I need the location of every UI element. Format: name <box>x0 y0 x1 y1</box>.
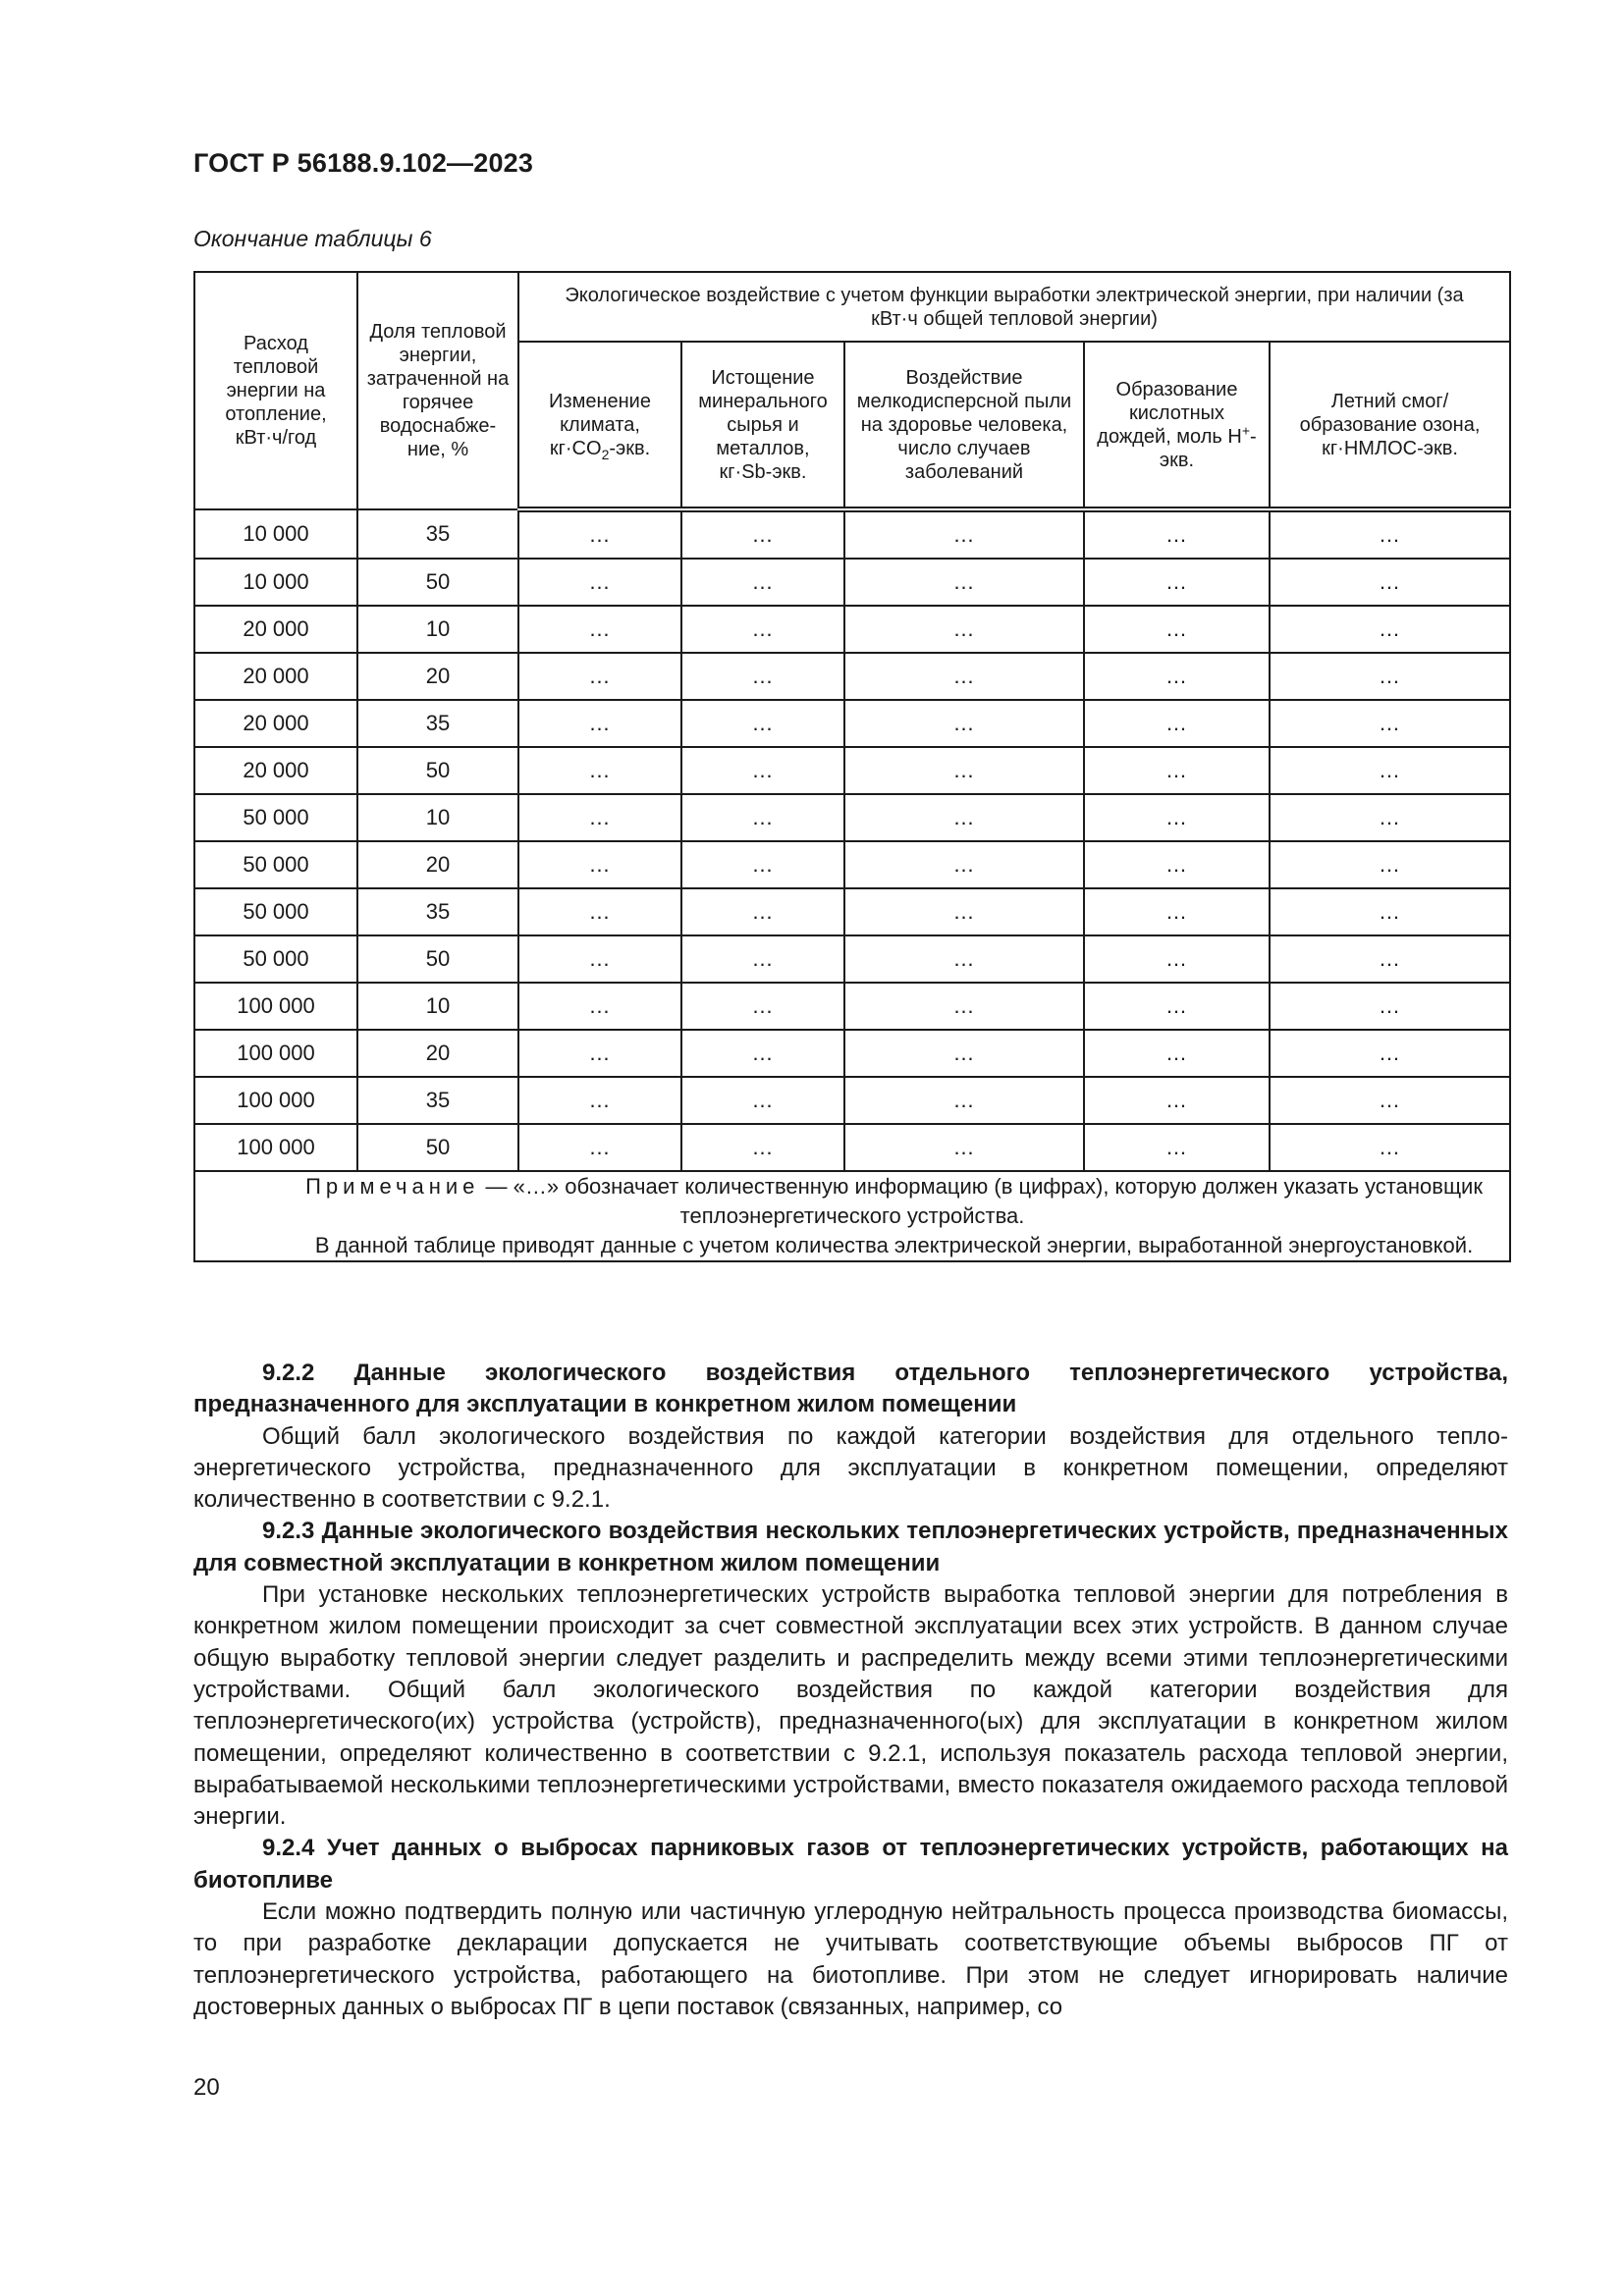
cell-smog: … <box>1270 1030 1510 1077</box>
table-row <box>194 653 1510 700</box>
cell-share: 10 <box>357 606 518 653</box>
cell-climate: … <box>518 1030 681 1077</box>
cell-climate: … <box>518 1124 681 1171</box>
col-header-particulate-matter: Воздействие мелкодисперсной пыли на здоровье человека, число случаев заболеваний <box>844 342 1084 509</box>
table-row <box>194 606 1510 653</box>
cell-acid: … <box>1084 509 1270 559</box>
note-text-2: В данной таблице приводят данные с учетом количества электрической энергии, выработанной энергоустановкой. <box>314 1233 1474 1257</box>
cell-share: 50 <box>357 1124 518 1171</box>
cell-heat: 20 000 <box>194 747 357 794</box>
cell-smog: … <box>1270 509 1510 559</box>
section-paragraph-9-2-2: Общий балл экологического воздействия по каждой категории воздействия для отдельного теплоэнергетического устройства, предназначенного для эксплуатации в конкретном помещении, определяют количественно в соответствии с 9.2.1. <box>193 1422 1508 1514</box>
cell-dust: … <box>844 700 1084 747</box>
section-paragraph-9-2-4: Если можно подтвердить полную или частичную углеродную нейтральность процесса производства биомассы, то при разработке декларации допускается не учитывать соответствующие объемы выбросов ПГ от теплоэнергетического устройства, работающего на биотопливе. При этом не следует игнорировать наличие достоверных данных о выбросах ПГ в цепи поставок (связанных, например, со <box>193 1898 1508 2020</box>
cell-share: 20 <box>357 653 518 700</box>
cell-dust: … <box>844 983 1084 1030</box>
cell-dust: … <box>844 653 1084 700</box>
cell-climate: … <box>518 700 681 747</box>
cell-heat: 20 000 <box>194 700 357 747</box>
cell-share: 20 <box>357 1030 518 1077</box>
cell-acid: … <box>1084 935 1270 983</box>
cell-acid: … <box>1084 559 1270 606</box>
cell-smog: … <box>1270 606 1510 653</box>
cell-heat: 100 000 <box>194 1077 357 1124</box>
cell-smog: … <box>1270 1077 1510 1124</box>
table-row <box>194 1077 1510 1124</box>
cell-dust: … <box>844 1124 1084 1171</box>
cell-acid: … <box>1084 1124 1270 1171</box>
table-body <box>194 509 1510 1261</box>
table-row <box>194 700 1510 747</box>
cell-share: 35 <box>357 700 518 747</box>
cell-heat: 100 000 <box>194 1124 357 1171</box>
cell-heat: 50 000 <box>194 794 357 841</box>
cell-minerals: … <box>681 841 844 888</box>
cell-smog: … <box>1270 841 1510 888</box>
cell-minerals: … <box>681 747 844 794</box>
cell-acid: … <box>1084 1030 1270 1077</box>
cell-minerals: … <box>681 1124 844 1171</box>
cell-dust: … <box>844 1077 1084 1124</box>
cell-climate: … <box>518 888 681 935</box>
section-heading-9-2-4: 9.2.4 Учет данных о выбросах парниковых газов от теплоэнергетических устройств, работающих на биотопливе <box>193 1835 1508 1894</box>
cell-share: 10 <box>357 983 518 1030</box>
body-text <box>193 1358 1508 2023</box>
cell-climate: … <box>518 747 681 794</box>
cell-acid: … <box>1084 653 1270 700</box>
table-note-row <box>194 1171 1510 1261</box>
col-group-header-impact: Экологическое воздействие с учетом функции выработки электрической энергии, при наличии (за кВт·ч общей тепловой энергии) <box>518 272 1510 342</box>
cell-dust: … <box>844 747 1084 794</box>
cell-minerals: … <box>681 700 844 747</box>
cell-minerals: … <box>681 794 844 841</box>
cell-heat: 50 000 <box>194 841 357 888</box>
cell-dust: … <box>844 559 1084 606</box>
cell-dust: … <box>844 888 1084 935</box>
cell-acid: … <box>1084 606 1270 653</box>
cell-share: 50 <box>357 559 518 606</box>
cell-acid: … <box>1084 747 1270 794</box>
table-row <box>194 794 1510 841</box>
table-row <box>194 935 1510 983</box>
cell-climate: … <box>518 1077 681 1124</box>
col-header-mineral-depletion: Истощение минерального сырья и металлов, кг·Sb-экв. <box>681 342 844 509</box>
cell-heat: 50 000 <box>194 935 357 983</box>
cell-heat: 10 000 <box>194 559 357 606</box>
cell-climate: … <box>518 509 681 559</box>
cell-share: 50 <box>357 747 518 794</box>
cell-heat: 100 000 <box>194 983 357 1030</box>
cell-heat: 10 000 <box>194 509 357 559</box>
cell-dust: … <box>844 841 1084 888</box>
cell-acid: … <box>1084 1077 1270 1124</box>
note-text-1: — «…» обозначает количественную информацию (в цифрах), которую должен указать установщик теплоэнергетического устройства. <box>479 1174 1483 1228</box>
table-row <box>194 747 1510 794</box>
section-heading-9-2-2: 9.2.2 Данные экологического воздействия отдельного теплоэнергетического устройства, предназначенного для эксплуатации в конкретном жилом помещении <box>193 1360 1508 1418</box>
cell-dust: … <box>844 794 1084 841</box>
cell-share: 20 <box>357 841 518 888</box>
cell-smog: … <box>1270 935 1510 983</box>
table-row <box>194 841 1510 888</box>
cell-minerals: … <box>681 1077 844 1124</box>
cell-minerals: … <box>681 935 844 983</box>
cell-dust: … <box>844 1030 1084 1077</box>
cell-dust: … <box>844 606 1084 653</box>
cell-share: 35 <box>357 1077 518 1124</box>
cell-climate: … <box>518 653 681 700</box>
cell-smog: … <box>1270 700 1510 747</box>
cell-climate: … <box>518 983 681 1030</box>
cell-minerals: … <box>681 983 844 1030</box>
cell-minerals: … <box>681 653 844 700</box>
impact-table <box>193 271 1511 1262</box>
cell-heat: 100 000 <box>194 1030 357 1077</box>
table-note <box>194 1171 1510 1261</box>
page-number: 20 <box>193 2074 220 2101</box>
cell-minerals: … <box>681 559 844 606</box>
section-paragraph-9-2-3: При установке нескольких теплоэнергетических устройств выработка тепловой энергии для потребления в конкретном жилом помещении происходит за счет совместной эксплуатации всех этих устройств. В данном случае общую выработку тепловой энергии следует разделить и распределить между всеми этими теплоэнергетическими устройствами. Общий балл экологического воздействия по каждой категории воздействия для теплоэнергетического(их) устройства (устройств), предназначенного(ых) для эксплуатации в конкретном жилом помещении, определяют количественно в соответствии с 9.2.1, используя показатель расхода тепловой энергии, вырабатываемой несколькими теплоэнергетическими устройствами, вместо показателя ожидаемого расхода тепловой энергии. <box>193 1581 1508 1831</box>
cell-acid: … <box>1084 794 1270 841</box>
table-row <box>194 509 1510 559</box>
cell-smog: … <box>1270 747 1510 794</box>
section-heading-9-2-3: 9.2.3 Данные экологического воздействия нескольких теплоэнергетических устройств, предназначенных для совместной эксплуатации в конкретном жилом помещении <box>193 1518 1508 1576</box>
cell-heat: 20 000 <box>194 606 357 653</box>
cell-climate: … <box>518 841 681 888</box>
cell-climate: … <box>518 935 681 983</box>
table-row <box>194 983 1510 1030</box>
note-label: Примечание <box>305 1174 480 1199</box>
document-code: ГОСТ Р 56188.9.102—2023 <box>193 148 534 178</box>
cell-share: 35 <box>357 509 518 559</box>
cell-smog: … <box>1270 983 1510 1030</box>
cell-smog: … <box>1270 888 1510 935</box>
col-header-climate-change: Изменение климата, $кг\cdot CO_2$-экв. <box>518 342 681 509</box>
cell-acid: … <box>1084 841 1270 888</box>
cell-minerals: … <box>681 1030 844 1077</box>
cell-acid: … <box>1084 983 1270 1030</box>
table-row <box>194 1124 1510 1171</box>
cell-minerals: … <box>681 888 844 935</box>
cell-minerals: … <box>681 606 844 653</box>
cell-acid: … <box>1084 888 1270 935</box>
cell-smog: … <box>1270 653 1510 700</box>
cell-dust: … <box>844 509 1084 559</box>
cell-acid: … <box>1084 700 1270 747</box>
cell-climate: … <box>518 559 681 606</box>
cell-share: 35 <box>357 888 518 935</box>
table-row <box>194 559 1510 606</box>
cell-smog: … <box>1270 1124 1510 1171</box>
col-header-heat-consumption: Расход тепловой энергии на отопление, кВт·ч/год <box>194 272 357 509</box>
cell-minerals: … <box>681 509 844 559</box>
cell-smog: … <box>1270 794 1510 841</box>
col-header-summer-smog: Летний смог/ образование озона, кг·НМЛОС-экв. <box>1270 342 1510 509</box>
cell-share: 50 <box>357 935 518 983</box>
cell-share: 10 <box>357 794 518 841</box>
cell-dust: … <box>844 935 1084 983</box>
cell-climate: … <box>518 606 681 653</box>
table-row <box>194 888 1510 935</box>
col-header-acidification: Образование кислотных дождей, моль H+-экв. <box>1084 342 1270 509</box>
cell-heat: 20 000 <box>194 653 357 700</box>
cell-climate: … <box>518 794 681 841</box>
cell-smog: … <box>1270 559 1510 606</box>
table-caption: Окончание таблицы 6 <box>193 226 432 251</box>
col-header-hot-water-share: Доля тепловой энергии, затраченной на горячее водоснабжение, % <box>357 272 518 509</box>
cell-heat: 50 000 <box>194 888 357 935</box>
table-row <box>194 1030 1510 1077</box>
